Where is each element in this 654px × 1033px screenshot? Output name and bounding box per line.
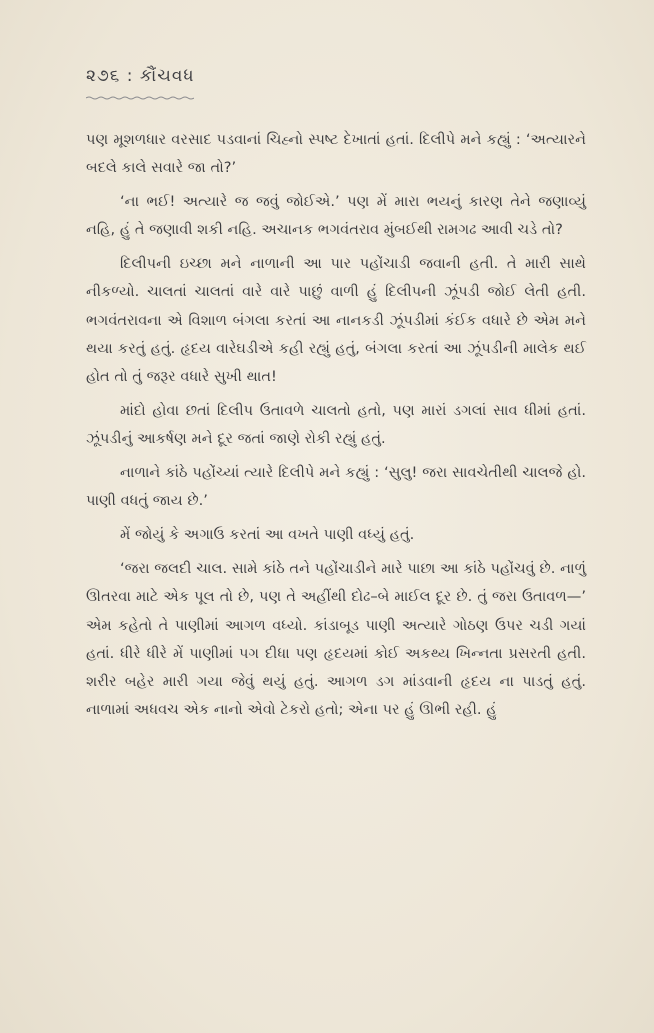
paragraph: નાળાને કાંઠે પહોંચ્યાં ત્યારે દિલીપે મને કહ્યું : ‘સુલુ! જરા સાવચેતીથી ચાલજે હો. પાણી વધતું જાય છે.’ bbox=[86, 464, 586, 510]
paragraph: માંદો હોવા છતાં દિલીપ ઉતાવળે ચાલતો હતો, પણ મારાં ડગલાં સાવ ધીમાં હતાં. ઝૂંપડીનું આકર્ષણ મને દૂર જતાં જાણે રોકી રહ્યું હતું. bbox=[86, 401, 586, 447]
header-separator: : bbox=[126, 66, 134, 86]
paragraph: ‘ના ભઈ! અત્યારે જ જવું જોઈએ.’ પણ મેં મારા ભયનું કારણ તેને જણાવ્યું નહિ, હું તે જણાવી શકી નહિ. અચાનક ભગવંતરાવ મુંબઈથી રામગઢ આવી ચડે તો? bbox=[86, 193, 586, 239]
paragraph: પણ મૂશળધાર વરસાદ પડવાનાં ચિહ્નો સ્પષ્ટ દેખાતાં હતાં. દિલીપે મને કહ્યું : ‘અત્યારને બદલે કાલે સવારે જા તો?’ bbox=[86, 131, 586, 177]
book-title: કૌંચવધ bbox=[139, 66, 195, 86]
paragraph: ‘જરા જલદી ચાલ. સામે કાંઠે તને પહોંચાડીને મારે પાછા આ કાંઠે પહોંચવું છે. નાળું ઊતરવા માટે એક પૂલ તો છે, પણ તે અહીંથી દોઢ–બે માઈલ દૂર છે. તું જરા ઉતાવળ—’ એમ કહેતો તે પાણીમાં આગળ વધ્યો. કાંડાબૂડ પાણી અત્યારે ગોઠણ ઉપર ચડી ગયાં હતાં. ધીરે ધીરે મેં પાણીમાં પગ દીધા પણ હૃદયમાં કોઈ અકથ્ય ખિન્નતા પ્રસરતી હતી. શરીર બહેર મારી ગયા જેવું થયું હતું. આગળ ડગ માંડવાની હૃદય ના પાડતું હતું. નાળામાં અધવચ એક નાનો એવો ટેકરો હતો; એના પર હું ઊભી રહી. હું bbox=[86, 560, 586, 718]
header-wavy-rule bbox=[86, 96, 194, 100]
page-header bbox=[86, 66, 195, 86]
page-number: ૨૭૬ bbox=[86, 66, 121, 86]
body-text bbox=[86, 126, 586, 730]
paragraph: મેં જોયું કે અગાઉ કરતાં આ વખતે પાણી વધ્યું હતું. bbox=[120, 526, 415, 544]
paragraph: દિલીપની ઇચ્છા મને નાળાની આ પાર પહોંચાડી જવાની હતી. તે મારી સાથે નીકળ્યો. ચાલતાં ચાલતાં વારે વારે પાછું વાળી હું દિલીપની ઝૂંપડી જોઈ લેતી હતી. ભગવંતરાવના એ વિશાળ બંગલા કરતાં આ નાનકડી ઝૂંપડીમાં કંઈક વધારે છે એમ મને થયા કરતું હતું. હૃદય વારેઘડીએ કહી રહ્યું હતું, બંગલા કરતાં આ ઝૂંપડીની માલેક થઈ હોત તો તું જરૂર વધારે સુખી થાત! bbox=[86, 255, 586, 385]
